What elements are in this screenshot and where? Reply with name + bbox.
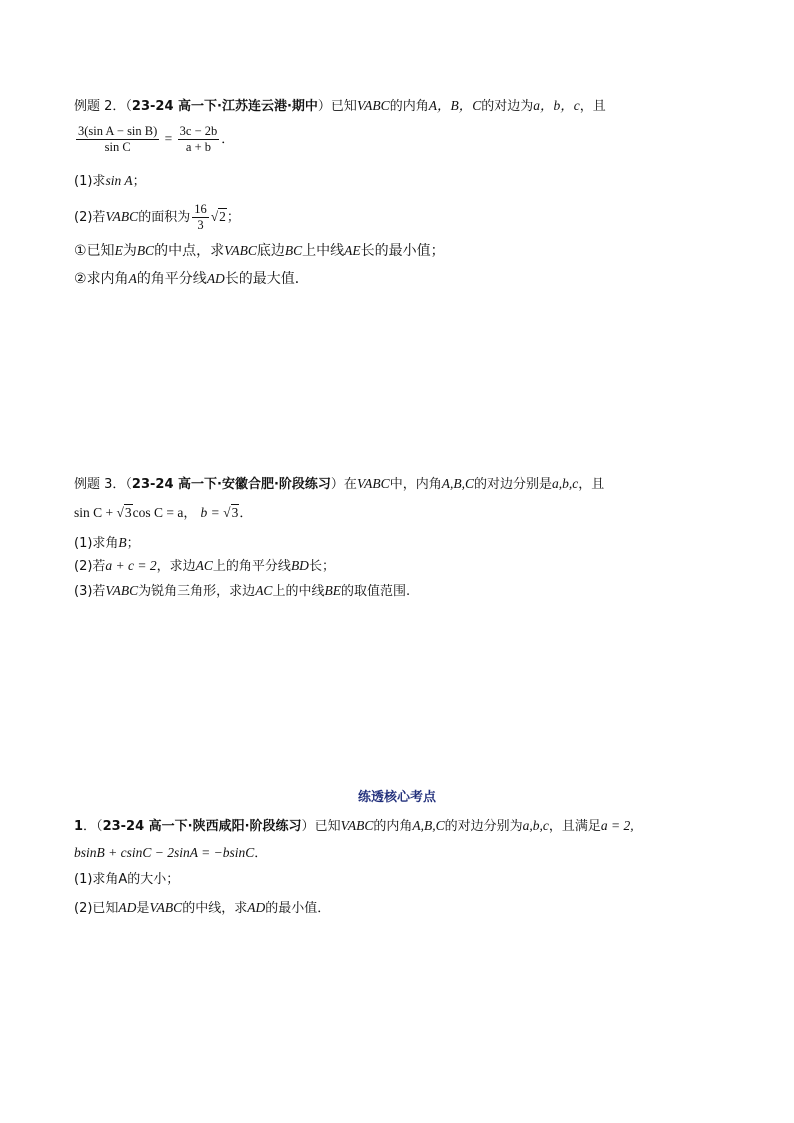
area-fraction: $\frac{16}{3}$ — [194, 202, 207, 232]
problem-1-label: 1 — [74, 819, 84, 834]
fraction-right: $\frac{3c - 2b}{a + b}$ — [179, 124, 218, 154]
problem-1-source: 23-24 高一下·陕西咸阳·阶段练习 — [102, 819, 302, 834]
example-2-label: 例题 2 — [74, 99, 113, 114]
sqrt-symbol: √3 — [223, 505, 239, 520]
example-2-heading: 例题 2．（23-24 高一下·江苏连云港·期中）已知VABC的内角A，B，C的对边为a，b，c，且 — [74, 98, 606, 114]
example-2-source: 23-24 高一下·江苏连云港·期中 — [131, 99, 318, 114]
example-3-source: 23-24 高一下·安徽合肥·阶段练习 — [131, 477, 331, 492]
example-3-question-1: (1)求角B； — [74, 535, 140, 551]
example-2-question-1: (1)求sin A； — [74, 173, 146, 189]
example-2-question-2: (2)若VABC的面积为 $\frac{16}{3}$ √2； — [74, 202, 240, 232]
sqrt-symbol: √2 — [210, 209, 226, 224]
example-2-subquestion-2: ②求内角A的角平分线AD长的最大值． — [74, 271, 309, 287]
example-3-question-3: (3)若VABC为锐角三角形，求边AC上的中线BE的取值范围. — [74, 583, 411, 599]
problem-1-question-2: (2)已知AD是VABC的中线，求AD的最小值． — [74, 900, 331, 916]
fraction-left: $\frac{\text{3(sin A − sin B)}}{\text{sin C}}$ — [78, 124, 158, 154]
example-3-equation: sin C + √3cos C = a， b = √3． — [74, 505, 253, 521]
problem-1-question-1: (1)求角A的大小； — [74, 872, 180, 887]
problem-1-equation: bsinB + csinC − 2sinA = −bsinC． — [74, 845, 268, 861]
example-3-label: 例题 3 — [74, 477, 113, 492]
example-3-question-2: (2)若a + c = 2，求边AC上的角平分线BD长； — [74, 558, 335, 574]
example-2-equation: $\frac{\text{3(sin A − sin B)}}{\text{sin C}}$ = $\frac{3c - 2b}{a + b}$ ． — [78, 124, 235, 154]
section-title: 练透核心考点 — [357, 790, 436, 805]
example-2-subquestion-1: ①已知E为BC的中点，求VABC底边BC上中线AE长的最小值； — [74, 243, 445, 259]
problem-1-heading: 1．（23-24 高一下·陕西咸阳·阶段练习）已知VABC的内角A,B,C的对边分别为a,b,c，且满足a = 2, — [74, 818, 634, 834]
example-3-heading: 例题 3．（23-24 高一下·安徽合肥·阶段练习）在VABC中，内角A,B,C的对边分别是a,b,c，且 — [74, 476, 605, 492]
sqrt-symbol: √3 — [116, 505, 132, 520]
